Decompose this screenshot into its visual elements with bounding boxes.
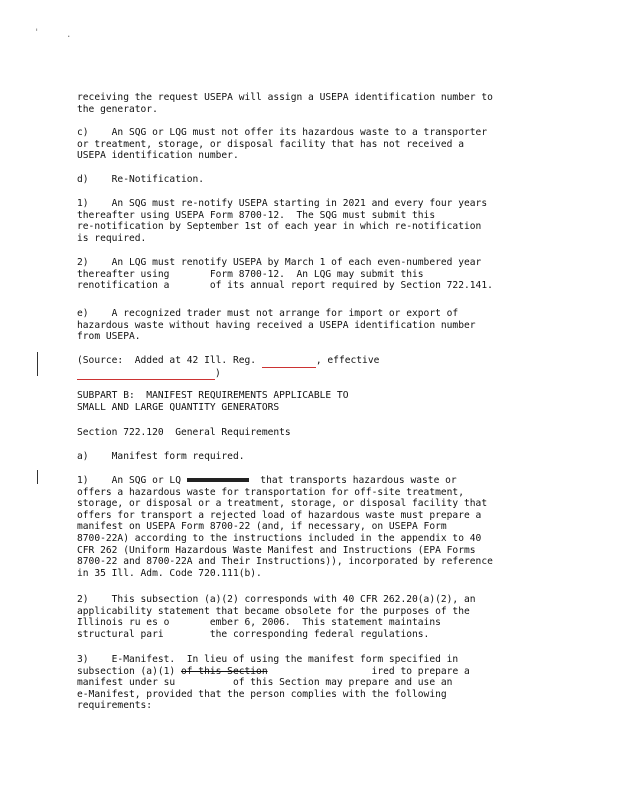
paragraph-a1 [77,475,545,579]
paragraph-a1-lead: 1) An SQG or LQ [77,475,187,486]
paragraph-identification-number: receiving the request USEPA will assign a USEPA identification number to the generator. [77,92,493,115]
subpart-heading: SUBPART B: MANIFEST REQUIREMENTS APPLICABLE TO SMALL AND LARGE QUANTITY GENERATORS [77,390,349,413]
paragraph-a1-body: that transports hazardous waste or offers a hazardous waste for transportation for off-site treatment, storage, or disposal or a treatment, storage, or disposal facility that offers for transport a rejected load of hazardous waste must prepare a manifest on USEPA Form 8700-22 (and, if necessary, on USEPA Form 8700-22A) according to the instructions included in the appendix to 40 CFR 262 (Uniform Hazardous Waste Manifest and Instructions (EPA Forms 8700-22 and 8700-22A and Their Instructions)), incorporated by reference in 35 Ill. Adm. Code 720.111(b). [77,475,493,579]
struck-text: of this Section [180,665,268,677]
blank-register-page [262,355,316,368]
source-note-effective: , effective [315,355,380,366]
paragraph-d-heading: d) Re-Notification. [77,174,205,185]
paragraph-a3-lead: 3) E-Manifest. In lieu of using the manifest form specified in subsection (a)(1) [77,654,459,677]
paragraph-e: e) A recognized trader must not arrange for import or export of hazardous waste without having received a USEPA identification number from USEPA. [77,308,476,343]
revision-bar [37,470,38,484]
paragraph-a-heading: a) Manifest form required. [77,451,245,462]
paragraph-a3-body: ired to prepare a manifest under su of this Section may prepare and use an e-Manifest, provided that the person complies with the following requirements: [77,665,470,712]
source-note-close: ) [215,367,221,379]
redaction-mark [187,478,249,482]
scan-speck: . [66,30,72,40]
section-heading: Section 722.120 General Requirements [77,427,291,438]
blank-effective-date [77,368,215,381]
paragraph-a3 [77,654,545,712]
paragraph-d2: 2) An LQG must renotify USEPA by March 1 of each even-numbered year thereafter using Form 8700-12. An LQG may submit this renotification a of its annual report required by Section 722.141. [77,257,493,292]
source-note-lead: (Source: Added at 42 Ill. Reg. [77,355,262,366]
source-note [77,355,545,380]
scan-speck: ' [34,28,40,38]
paragraph-a2: 2) This subsection (a)(2) corresponds with 40 CFR 262.20(a)(2), an applicability statement that became obsolete for the purposes of the Illinois ru es o ember 6, 2006. This statement maintains structural pari the corresponding federal regulations. [77,594,476,640]
paragraph-c: c) An SQG or LQG must not offer its hazardous waste to a transporter or treatment, storage, or disposal facility that has not received a USEPA identification number. [77,127,488,162]
revision-bar [37,352,38,376]
paragraph-d1: 1) An SQG must re-notify USEPA starting in 2021 and every four years thereafter using USEPA Form 8700-12. The SQG must submit this re-notification by September 1st of each year in which re-notification is required. [77,198,488,244]
